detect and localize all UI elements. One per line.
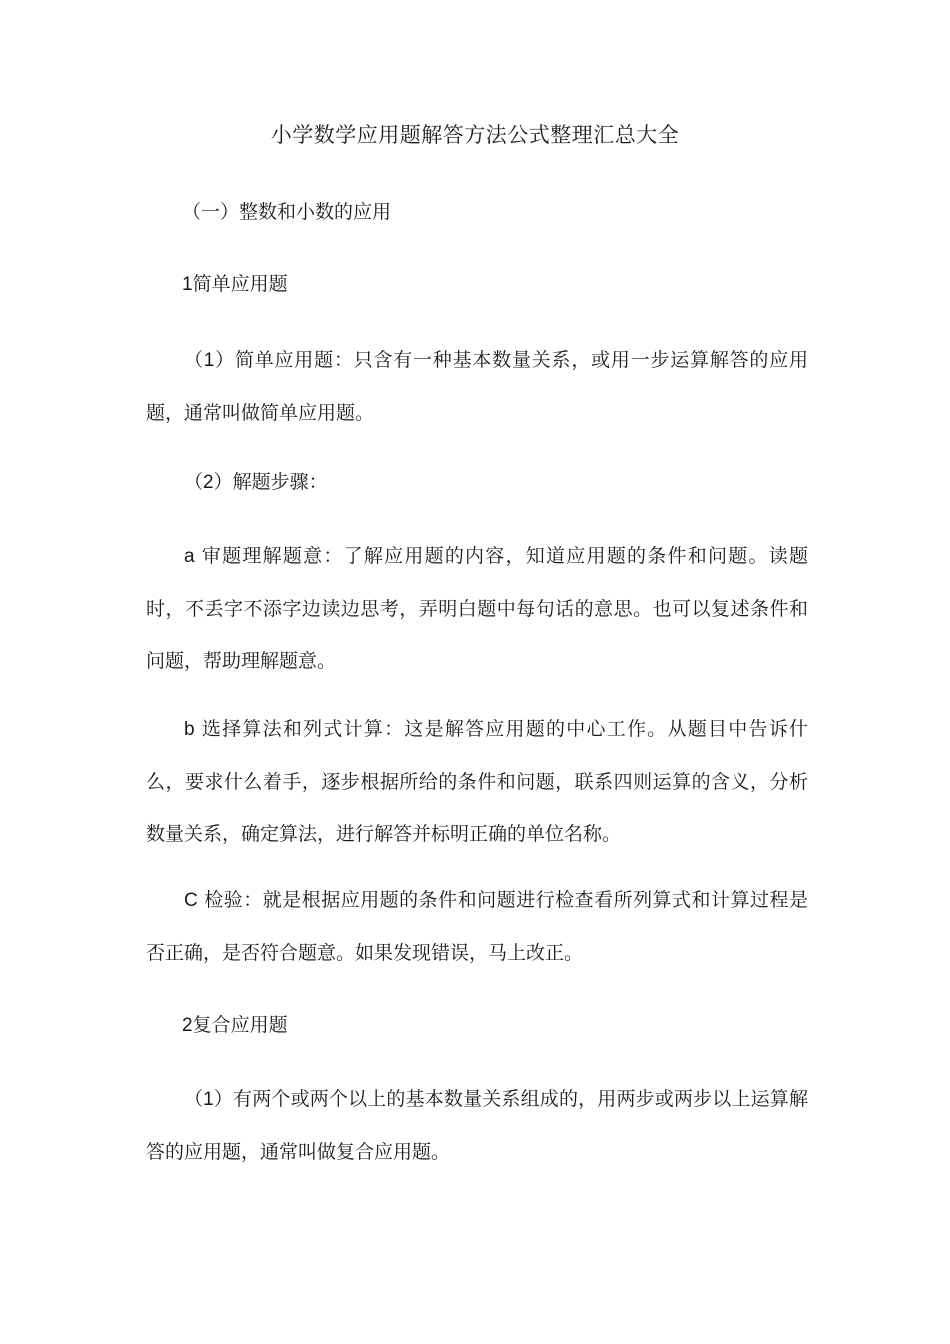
step-letter: b — [184, 719, 195, 740]
subheading-number: 2 — [182, 1015, 193, 1036]
section-heading-integers-decimals: （一）整数和小数的应用 — [182, 201, 392, 223]
paragraph-steps-heading — [146, 456, 808, 509]
paragraph-text: 审题理解题意：了解应用题的内容，知道应用题的条件和问题。读题时，不丢字不添字边读边思考，弄明白题中每句话的意思。也可以复述条件和问题，帮助理解题意。 — [146, 545, 808, 672]
paragraph-prefix: （1） — [184, 350, 235, 371]
subheading-compound-problems — [182, 999, 844, 1052]
paragraph-step-b — [146, 703, 808, 860]
paragraph-text: 选择算法和列式计算：这是解答应用题的中心工作。从题目中告诉什么，要求什么着手，逐步根据所给的条件和问题，联系四则运算的含义，分析数量关系，确定算法，进行解答并标明正确的单位名称。 — [146, 718, 808, 845]
paragraph-definition-simple — [146, 334, 808, 439]
paragraph-text: 有两个或两个以上的基本数量关系组成的，用两步或两步以上运算解答的应用题，通常叫做复合应用题。 — [146, 1088, 808, 1163]
subheading-text: 简单应用题 — [192, 273, 288, 295]
paragraph-step-a — [146, 530, 808, 687]
paragraph-text: 简单应用题：只含有一种基本数量关系，或用一步运算解答的应用题，通常叫做简单应用题。 — [146, 349, 808, 424]
subheading-number: 1 — [182, 274, 193, 295]
paragraph-prefix: （2） — [184, 472, 233, 493]
subheading-text: 复合应用题 — [192, 1014, 288, 1036]
step-letter: a — [184, 546, 195, 567]
document-title: 小学数学应用题解答方法公式整理汇总大全 — [270, 123, 680, 147]
paragraph-definition-compound — [146, 1073, 808, 1178]
subheading-simple-problems — [182, 258, 844, 311]
paragraph-prefix: （1） — [184, 1089, 234, 1110]
paragraph-step-c — [146, 874, 808, 979]
paragraph-text: 检验：就是根据应用题的条件和问题进行检查看所列算式和计算过程是否正确，是否符合题意。如果发现错误，马上改正。 — [146, 889, 808, 964]
paragraph-text: 解题步骤： — [232, 471, 328, 493]
step-letter: C — [184, 890, 198, 911]
